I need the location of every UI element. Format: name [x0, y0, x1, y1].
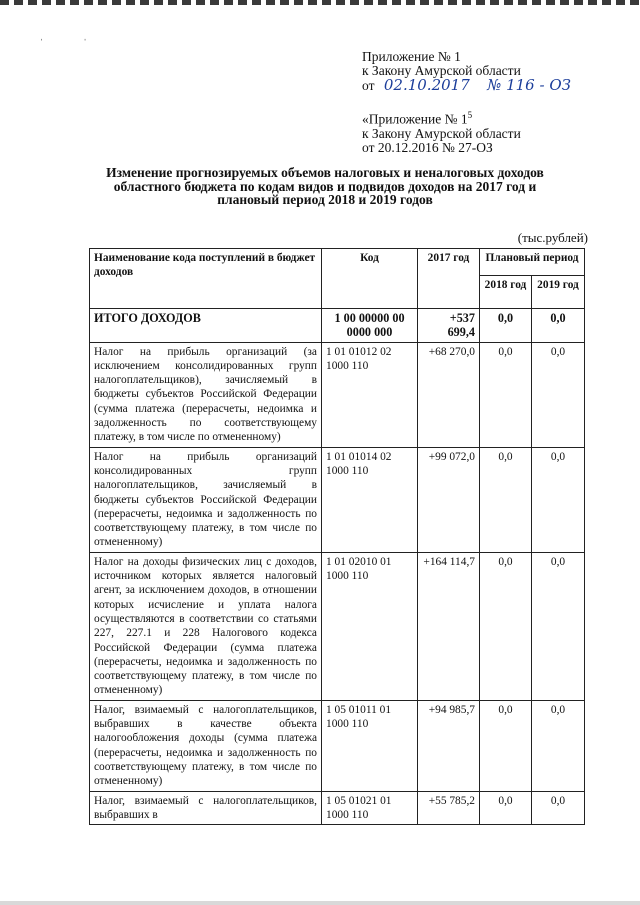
appendix-old-title — [362, 108, 521, 127]
total-2019: 0,0 — [532, 309, 585, 343]
table-row — [90, 447, 585, 552]
appendix-law: к Закону Амурской области — [362, 63, 521, 78]
row-name: Налог на доходы физических лиц с доходов, источником которых является налоговый агент, за исключением доходов, в отношении которых исчисление и уплата налога осуществляются в соответствии со статьями 227, 227.1 и 228 Налогового кодекса Российской Федерации (сумма платежа (перерасчеты, недоимка и задолженность по соответствующему платежу, в том числе по отмененному) — [90, 552, 322, 700]
appendix-old-header — [362, 108, 521, 155]
row-2018: 0,0 — [480, 342, 532, 447]
row-code: 1 05 01021 01 1000 110 — [322, 791, 418, 825]
handwritten-number: № 116 - ОЗ — [487, 76, 571, 94]
total-name: ИТОГО ДОХОДОВ — [90, 309, 322, 343]
scan-bottom-edge — [0, 901, 640, 905]
appendix-date-line — [362, 78, 571, 93]
table-row — [90, 700, 585, 791]
appendix-old-title-text: «Приложение № 1 — [362, 111, 468, 127]
row-name: Налог, взимаемый с налогоплательщиков, выбравших в качестве объекта налогообложения доходы (сумма платежа (перерасчеты, недоимка и задолженность по соответствующему платежу, в том числе по отмененному) — [90, 700, 322, 791]
row-code: 1 01 02010 01 1000 110 — [322, 552, 418, 700]
total-2018: 0,0 — [480, 309, 532, 343]
row-2017: +94 985,7 — [418, 700, 480, 791]
table-row — [90, 342, 585, 447]
table-row — [90, 552, 585, 700]
total-2017: +537 699,4 — [418, 309, 480, 343]
row-2018: 0,0 — [480, 791, 532, 825]
row-code: 1 01 01014 02 1000 110 — [322, 447, 418, 552]
row-2017: +55 785,2 — [418, 791, 480, 825]
appendix-title: Приложение № 1 — [362, 49, 461, 64]
row-code: 1 01 01012 02 1000 110 — [322, 342, 418, 447]
appendix-date-prefix: от — [362, 78, 375, 93]
row-2019: 0,0 — [532, 342, 585, 447]
document-title: Изменение прогнозируемых объемов налоговых и неналоговых доходов областного бюджета по кодам видов и подвидов доходов на 2017 год и плановый период 2018 и 2019 годов — [106, 165, 544, 207]
row-name: Налог на прибыль организаций (за исключением консолидированных групп налогоплательщиков), зачисляемый в бюджеты субъектов Российской Федерации (сумма платежа (перерасчеты, недоимка и задолженность по соответствующему платежу, в том числе по отмененному) — [90, 342, 322, 447]
row-2018: 0,0 — [480, 447, 532, 552]
scan-specks: ˈ ˈ — [40, 38, 87, 49]
row-code: 1 05 01011 01 1000 110 — [322, 700, 418, 791]
row-2018: 0,0 — [480, 700, 532, 791]
total-code: 1 00 00000 00 0000 000 — [322, 309, 418, 343]
row-2017: +68 270,0 — [418, 342, 480, 447]
header-code: Код — [322, 249, 418, 309]
row-2017: +99 072,0 — [418, 447, 480, 552]
row-2019: 0,0 — [532, 700, 585, 791]
table-row — [90, 791, 585, 825]
scan-edge-artifact — [0, 0, 640, 5]
units-label: (тыс.рублей) — [517, 230, 588, 245]
header-2018: 2018 год — [480, 276, 532, 309]
revenue-table — [89, 248, 585, 825]
appendix-old-date: от 20.12.2016 № 27-ОЗ — [362, 139, 493, 155]
appendix-old-law: к Закону Амурской области — [362, 125, 521, 141]
handwritten-date: 02.10.2017 — [383, 76, 470, 94]
row-2019: 0,0 — [532, 447, 585, 552]
header-name: Наименование кода поступлений в бюджет доходов — [90, 249, 322, 309]
header-2017: 2017 год — [418, 249, 480, 309]
header-row — [90, 249, 585, 276]
header-planned-period: Плановый период — [480, 249, 585, 276]
row-2018: 0,0 — [480, 552, 532, 700]
header-2019: 2019 год — [532, 276, 585, 309]
row-2017: +164 114,7 — [418, 552, 480, 700]
total-row — [90, 309, 585, 343]
row-2019: 0,0 — [532, 791, 585, 825]
row-name: Налог, взимаемый с налогоплательщиков, выбравших в — [90, 791, 322, 825]
row-name: Налог на прибыль организаций консолидированных групп налогоплательщиков, зачисляемый в бюджеты субъектов Российской Федерации (перерасчеты, недоимка и задолженность по соответствующему платежу, в том числе по отмененному) — [90, 447, 322, 552]
appendix-header — [362, 50, 571, 93]
appendix-old-superscript: 5 — [467, 110, 473, 120]
row-2019: 0,0 — [532, 552, 585, 700]
